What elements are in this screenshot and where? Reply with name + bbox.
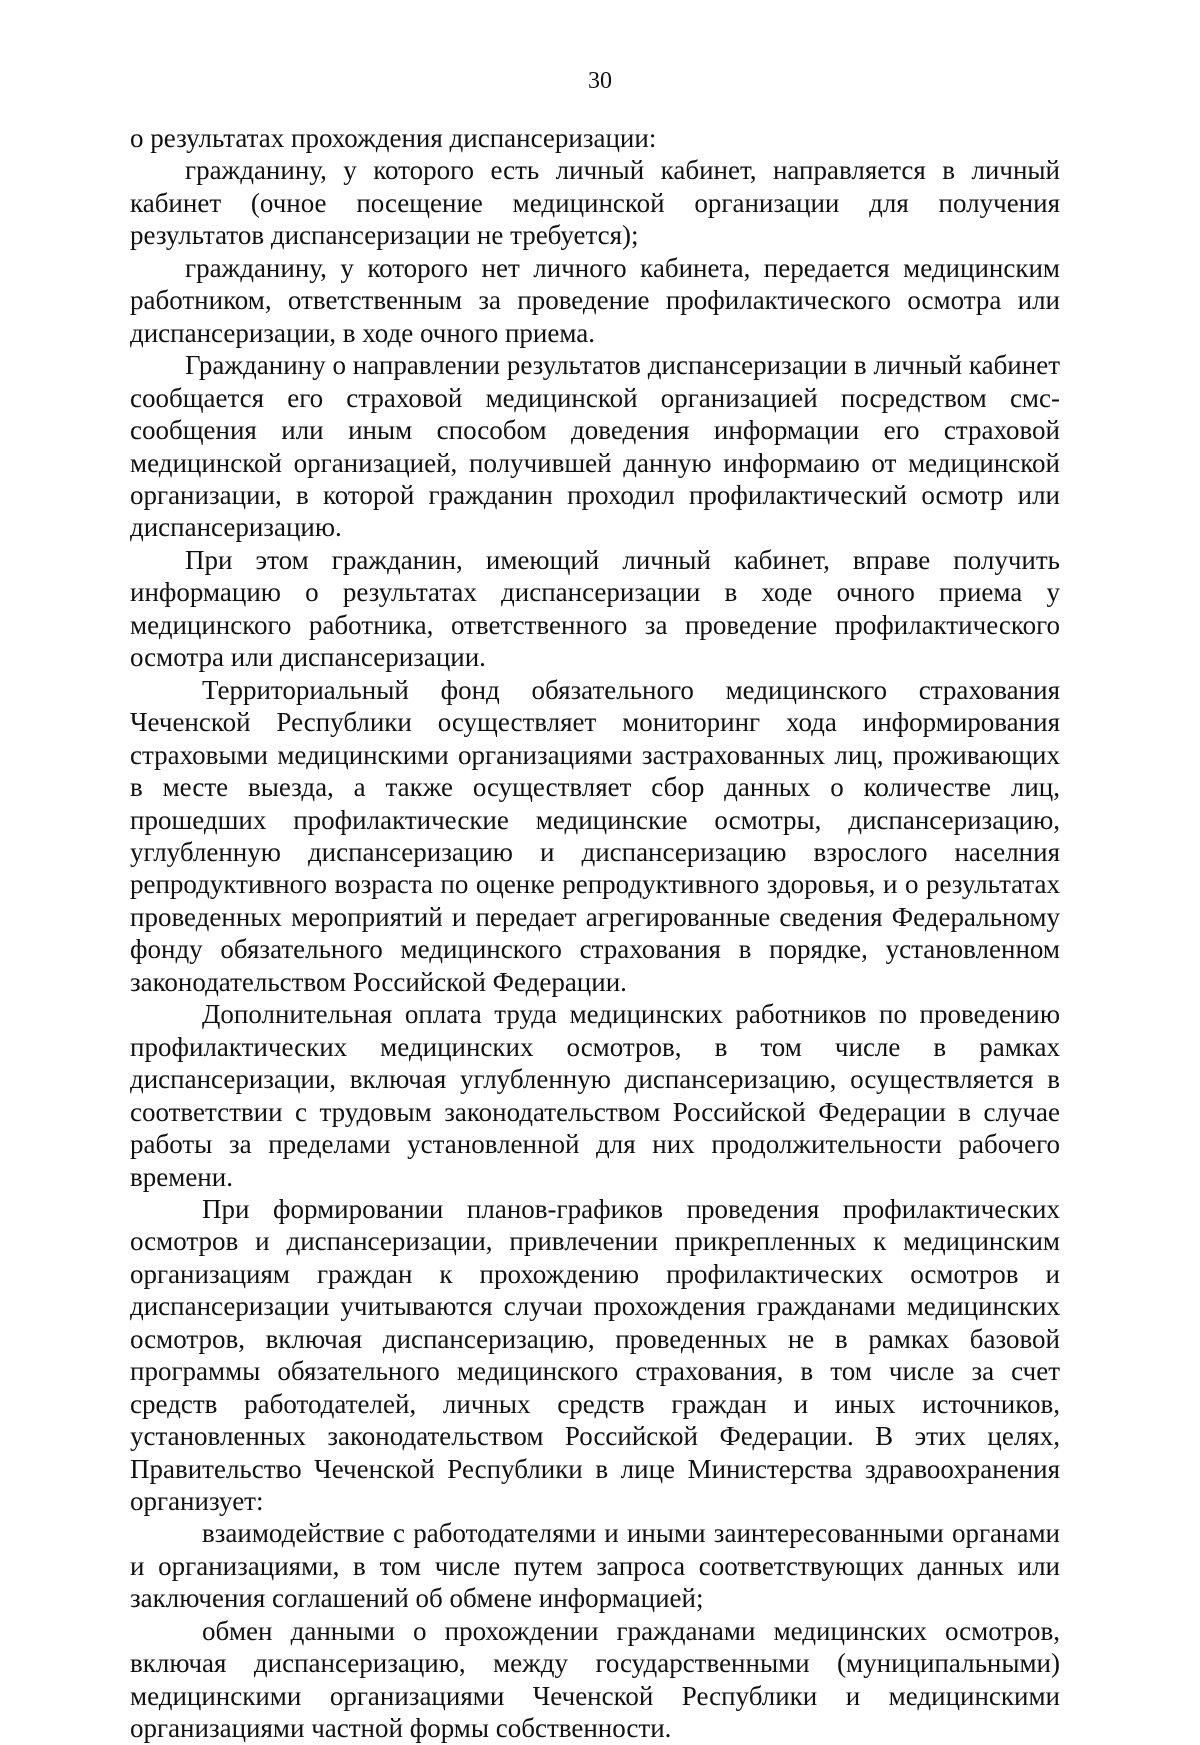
paragraph-additional-pay: Дополнительная оплата труда медицинских работников по проведению профилактических медицинских осмотров, в том числе в рамках диспансеризации, включая углубленную диспансеризацию, осуществляется в соответствии с трудовым законодательством Российской Федерации в случае работы за пределами установленной для них продолжительности рабочего времени. [130,999,1060,1192]
paragraph-in-person-info: При этом гражданин, имеющий личный кабинет, вправе получить информацию о результатах диспансеризации в ходе очного приема у медицинского работника, ответственного за проведение профилактического осмотра или диспансеризации. [130,544,1060,673]
paragraph-schedules: При формировании планов-графиков проведения профилактических осмотров и диспансеризации, привлечении прикрепленных к медицинским организациям граждан к прохождению профилактических осмотров и диспансеризации учитываются случаи прохождения гражданами медицинских осмотров, включая диспансеризацию, проведенных не в рамках базовой программы обязательного медицинского страхования, в том числе за счет средств работодателей, личных средств граждан и иных источников, установленных законодательством Российской Федерации. В этих целях, Правительство Чеченской Республики в лице Министерства здравоохранения организует: [130,1193,1060,1517]
paragraph-with-cabinet: гражданину, у которого есть личный кабинет, направляется в личный кабинет (очное посещение медицинской организации для получения результатов диспансеризации не требуется); [130,155,1060,251]
paragraph-employer-interaction: взаимодействие с работодателями и иными заинтересованными органами и организациями, в том числе путем запроса соответствующих данных или заключения соглашений об обмене информацией; [130,1518,1060,1614]
paragraph-intro: о результатах прохождения диспансеризации: [130,123,657,153]
page-number: 30 [588,68,612,94]
paragraph-notification: Гражданину о направлении результатов диспансеризации в личный кабинет сообщается его страховой медицинской организацией посредством смс-сообщения или иным способом доведения информации его страховой медицинской организацией, получившей данную информаию от медицинской организации, в которой гражданин проходил профилактический осмотр или диспансеризацию. [130,350,1060,543]
paragraph-monitoring: Территориальный фонд обязательного медицинского страхования Чеченской Республики осуществляет мониторинг хода информирования страховыми медицинскими организациями застрахованных лиц, проживающих в месте выезда, а также осуществляет сбор данных о количестве лиц, прошедших профилактические медицинские осмотры, диспансеризацию, углубленную диспансеризацию и диспансеризацию взрослого населния репродуктивного возраста по оценке репродуктивного здоровья, и о результатах проведенных мероприятий и передает агрегированные сведения Федеральному фонду обязательного медицинского страхования в порядке, установленном законодательством Российской Федерации. [130,674,1060,997]
document-body [130,122,1060,1745]
paragraph-without-cabinet: гражданину, у которого нет личного кабинета, передается медицинским работником, ответственным за проведение профилактического осмотра или диспансеризации, в ходе очного приема. [130,252,1060,348]
paragraph-data-exchange: обмен данными о прохождении гражданами медицинских осмотров, включая диспансеризацию, между государственными (муниципальными) медицинскими организациями Чеченской Республики и медицинскими организациями частной формы собственности. [130,1615,1060,1744]
